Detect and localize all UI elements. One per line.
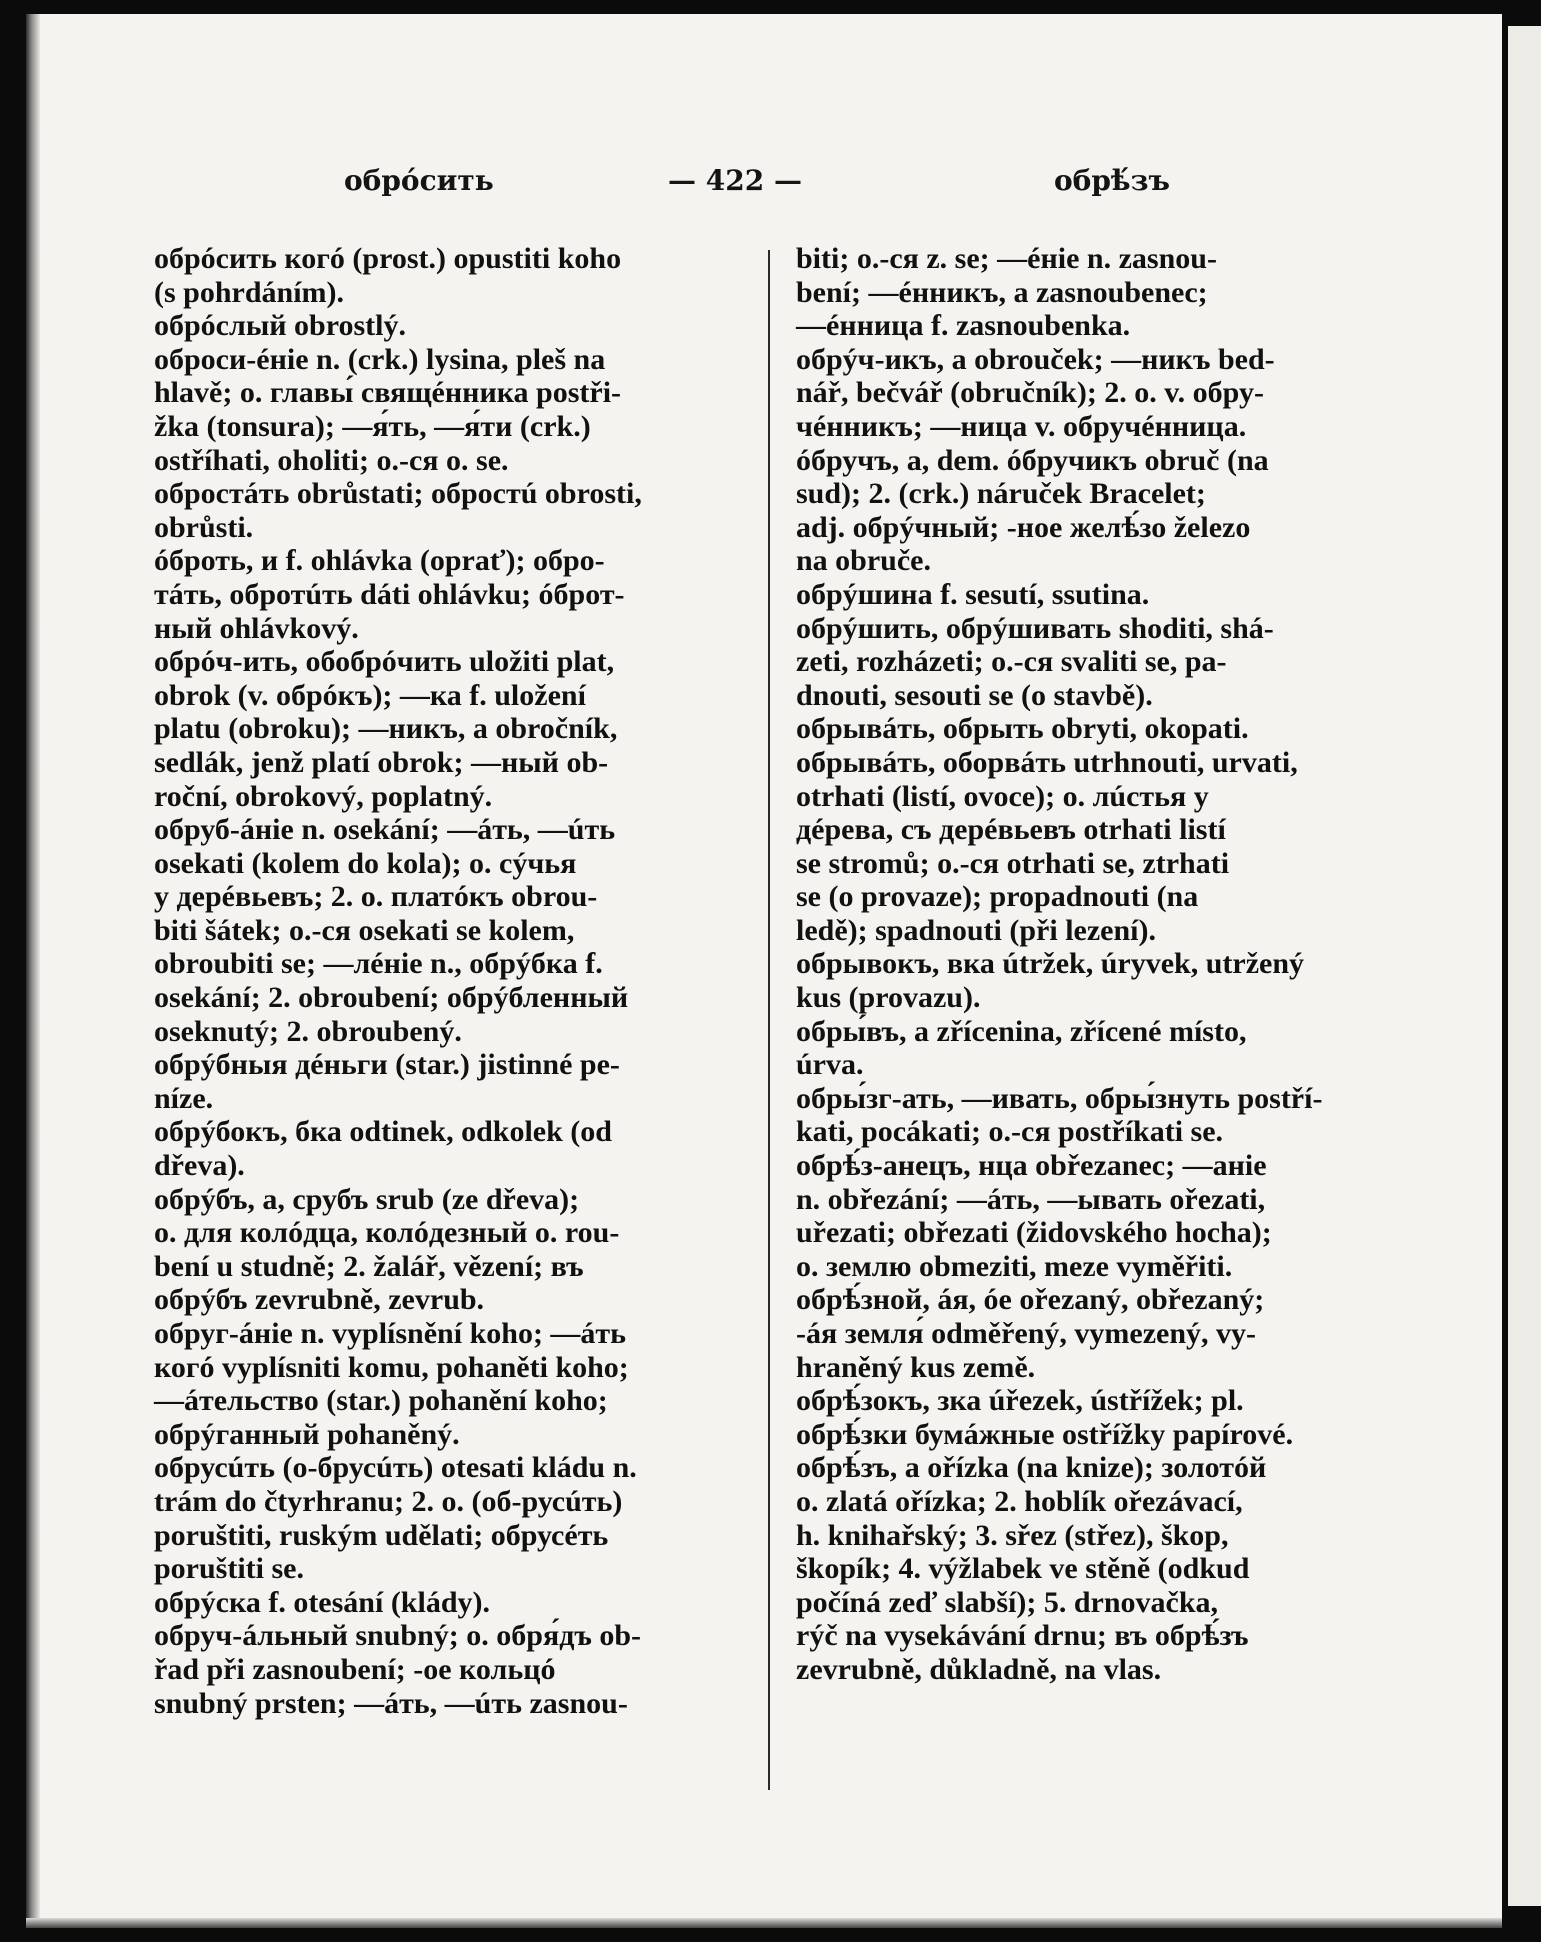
text-line: обрывáть, оборвáть utrhnouti, urvati, bbox=[796, 745, 1298, 779]
text-line: обруч-áльный snubný; o. обря́дъ ob- bbox=[154, 1619, 642, 1653]
text-line: обрывокъ, вка útržek, úryvek, utržený bbox=[796, 947, 1305, 981]
text-line: obroubiti se; —лéніе n., обрýбка f. bbox=[154, 947, 603, 981]
text-line: óбручъ, a, dem. óбручикъ obruč (na bbox=[796, 443, 1269, 477]
text-line: обрýганный pohaněný. bbox=[154, 1417, 460, 1451]
text-line: o. землю obmeziti, meze vyměřiti. bbox=[796, 1249, 1233, 1283]
text-line: platu (obroku); —никъ, a obročník, bbox=[154, 712, 618, 746]
text-line: обрóч-ить, обобрóчить uložiti plat, bbox=[154, 645, 615, 679]
text-line: biti; o.-ся z. se; —éніе n. zasnou- bbox=[796, 242, 1217, 275]
text-line: n. obřezání; —áть, —ывать ořezati, bbox=[796, 1182, 1266, 1216]
text-line: hlavě; o. главы́ свящéнника postři- bbox=[154, 376, 622, 410]
text-line: se (o provaze); propadnouti (na bbox=[796, 880, 1199, 914]
text-line: se stromů; o.-ся otrhati se, ztrhati bbox=[796, 846, 1230, 880]
text-line: обрýшить, обрýшивать shoditi, shá- bbox=[796, 611, 1274, 645]
text-line: обрѣ́зъ, a ořízka (na knize); золотóй bbox=[796, 1451, 1267, 1485]
text-line: bení; —éнникъ, a zasnoubenec; bbox=[796, 275, 1208, 309]
text-line: ostříhati, oholiti; o.-ся o. se. bbox=[154, 443, 509, 477]
text-line: obrok (v. обрóкъ); —ка f. uložení bbox=[154, 678, 586, 712]
text-line: обрѣ́зной, áя, óе ořezaný, obřezaný; bbox=[796, 1283, 1265, 1317]
text-line: у дерéвьевъ; 2. o. платóкъ obrou- bbox=[154, 880, 598, 914]
text-line: osekati (kolem do kola); o. сýчья bbox=[154, 846, 577, 880]
text-line: обростáть obrůstati; обростú obrosti, bbox=[154, 477, 642, 511]
text-line: —áтельство (star.) pohanění koho; bbox=[154, 1384, 608, 1418]
text-line: škopík; 4. výžlabek ve stěně (odkud bbox=[796, 1552, 1250, 1586]
text-line: na obruče. bbox=[796, 544, 931, 578]
text-line: rýč na vysekávání drnu; въ обрѣ́зъ bbox=[796, 1619, 1249, 1653]
text-line: обруб-áніе n. osekání; —áть, —úть bbox=[154, 813, 616, 847]
text-line: úrva. bbox=[796, 1048, 864, 1082]
text-line: žka (tonsura); —я́ть, —я́ти (crk.) bbox=[154, 409, 591, 443]
text-line: zeti, rozházeti; o.-ся svaliti se, pa- bbox=[796, 645, 1227, 679]
page-number: — 422 — bbox=[668, 164, 802, 197]
text-line: обрѣ́зки бумáжные ostřížky papírové. bbox=[796, 1417, 1294, 1451]
text-line: обрýбъ zevrubně, zevrub. bbox=[154, 1283, 485, 1317]
header-left-headword: обрóсить bbox=[344, 164, 494, 197]
text-line: обрýшина f. sesutí, ssutina. bbox=[796, 577, 1150, 611]
text-line: ledě); spadnouti (při lezení). bbox=[796, 913, 1156, 947]
text-line: чéнникъ; —ница v. обручéнница. bbox=[796, 409, 1247, 443]
text-line: обруг-áніе n. vyplísnění koho; —áть bbox=[154, 1317, 627, 1350]
text-line: (s pohrdáním). bbox=[154, 275, 345, 309]
text-line: o. zlatá ořízka; 2. hoblík ořezávací, bbox=[796, 1484, 1243, 1518]
text-line: -áя земля́ odměřený, vymezený, vy- bbox=[796, 1317, 1257, 1350]
text-line: когó vyplísniti komu, pohaněti koho; bbox=[154, 1350, 629, 1384]
text-line: oseknutý; 2. obroubený. bbox=[154, 1014, 462, 1048]
text-line: h. knihařský; 3. sřez (střez), škop, bbox=[796, 1518, 1229, 1552]
text-line: hraněný kus země. bbox=[796, 1350, 1036, 1384]
text-line: biti šátek; o.-ся osekati se kolem, bbox=[154, 913, 575, 947]
text-line: обрýска f. otesání (klády). bbox=[154, 1585, 491, 1619]
text-line: sud); 2. (crk.) náruček Bracelet; bbox=[796, 477, 1206, 511]
text-line: osekání; 2. obroubení; обрýбленный bbox=[154, 981, 629, 1015]
text-line: otrhati (listí, ovoce); o. лúстья у bbox=[796, 779, 1209, 813]
text-line: обрывáть, обрыть obryti, okopati. bbox=[796, 712, 1249, 746]
text-line: bení u studně; 2. žalář, vězení; въ bbox=[154, 1249, 584, 1283]
text-line: обрѣ́з-анецъ, нца obřezanec; —аніе bbox=[796, 1149, 1267, 1183]
text-line: ный ohlávkový. bbox=[154, 611, 359, 645]
text-line: adj. обрýчный; -ное желѣ́зо železo bbox=[796, 510, 1251, 544]
text-line: обрýч-икъ, a obrouček; —никъ bed- bbox=[796, 342, 1275, 376]
text-line: обрусúть (о-брусúть) otesati kládu n. bbox=[154, 1451, 637, 1485]
text-line: poruštiti se. bbox=[154, 1552, 304, 1586]
text-line: dnouti, sesouti se (o stavbě). bbox=[796, 678, 1153, 712]
running-header bbox=[26, 164, 1502, 204]
text-line: обрóсить когó (prost.) opustiti koho bbox=[154, 242, 622, 275]
text-line: uřezati; obřezati (židovského hocha); bbox=[796, 1216, 1272, 1250]
text-line: обрýбъ, a, срубъ srub (ze dřeva); bbox=[154, 1182, 580, 1216]
text-line: roční, obrokový, poplatný. bbox=[154, 779, 493, 813]
text-line: řad při zasnoubení; -ое кольцó bbox=[154, 1652, 556, 1686]
column-divider bbox=[768, 250, 770, 1790]
text-line: dřeva). bbox=[154, 1149, 245, 1183]
left-column bbox=[154, 242, 752, 1720]
text-line: обрóслый obrostlý. bbox=[154, 309, 406, 343]
text-line: obrůsti. bbox=[154, 510, 254, 544]
dictionary-page bbox=[26, 14, 1502, 1928]
text-line: óброть, и f. ohlávka (oprať); обро- bbox=[154, 544, 605, 578]
text-line: sedlák, jenž platí obrok; —ный ob- bbox=[154, 745, 609, 779]
text-line: обрýбныя дéньги (star.) jistinné pe- bbox=[154, 1048, 620, 1082]
text-line: kus (provazu). bbox=[796, 981, 981, 1015]
text-line: дéрева, съ дерéвьевъ otrhati listí bbox=[796, 813, 1226, 847]
text-line: zevrubně, důkladně, na vlas. bbox=[796, 1652, 1162, 1686]
text-line: o. для колóдца, колóдезный o. rou- bbox=[154, 1216, 620, 1250]
text-line: nář, bečvář (obručník); 2. o. v. обру- bbox=[796, 376, 1264, 410]
text-line: оброси-éніе n. (crk.) lysina, pleš na bbox=[154, 342, 606, 376]
text-line: kati, pocákati; o.-ся postříkati se. bbox=[796, 1115, 1224, 1149]
text-line: snubný prsten; —áть, —úть zasnou- bbox=[154, 1686, 628, 1720]
text-line: тáть, обротúть dáti ohlávku; óброт- bbox=[154, 577, 625, 611]
page-shadow-bottom bbox=[26, 1918, 1502, 1928]
text-line: обрѣ́зокъ, зка úřezek, ústřížek; pl. bbox=[796, 1384, 1244, 1418]
text-line: počíná zeď slabší); 5. drnovačka, bbox=[796, 1585, 1219, 1619]
header-right-headword: обрѣ́зъ bbox=[1054, 164, 1170, 197]
text-line: poruštiti, ruským udělati; обрусéть bbox=[154, 1518, 609, 1552]
text-line: níze. bbox=[154, 1081, 214, 1115]
text-line: обры́въ, a zřícenina, zřícené místo, bbox=[796, 1014, 1247, 1048]
page-shadow-left bbox=[26, 14, 40, 1928]
right-column bbox=[796, 242, 1404, 1687]
adjacent-page-edge bbox=[1508, 26, 1541, 1906]
text-line: обрýбокъ, бка odtinek, odkolek (od bbox=[154, 1115, 612, 1149]
text-line: trám do čtyrhranu; 2. o. (об-русúть) bbox=[154, 1484, 623, 1518]
text-line: обры́зг-ать, —ивать, обры́знуть postří- bbox=[796, 1081, 1323, 1115]
text-line: —éнница f. zasnoubenka. bbox=[796, 309, 1131, 343]
